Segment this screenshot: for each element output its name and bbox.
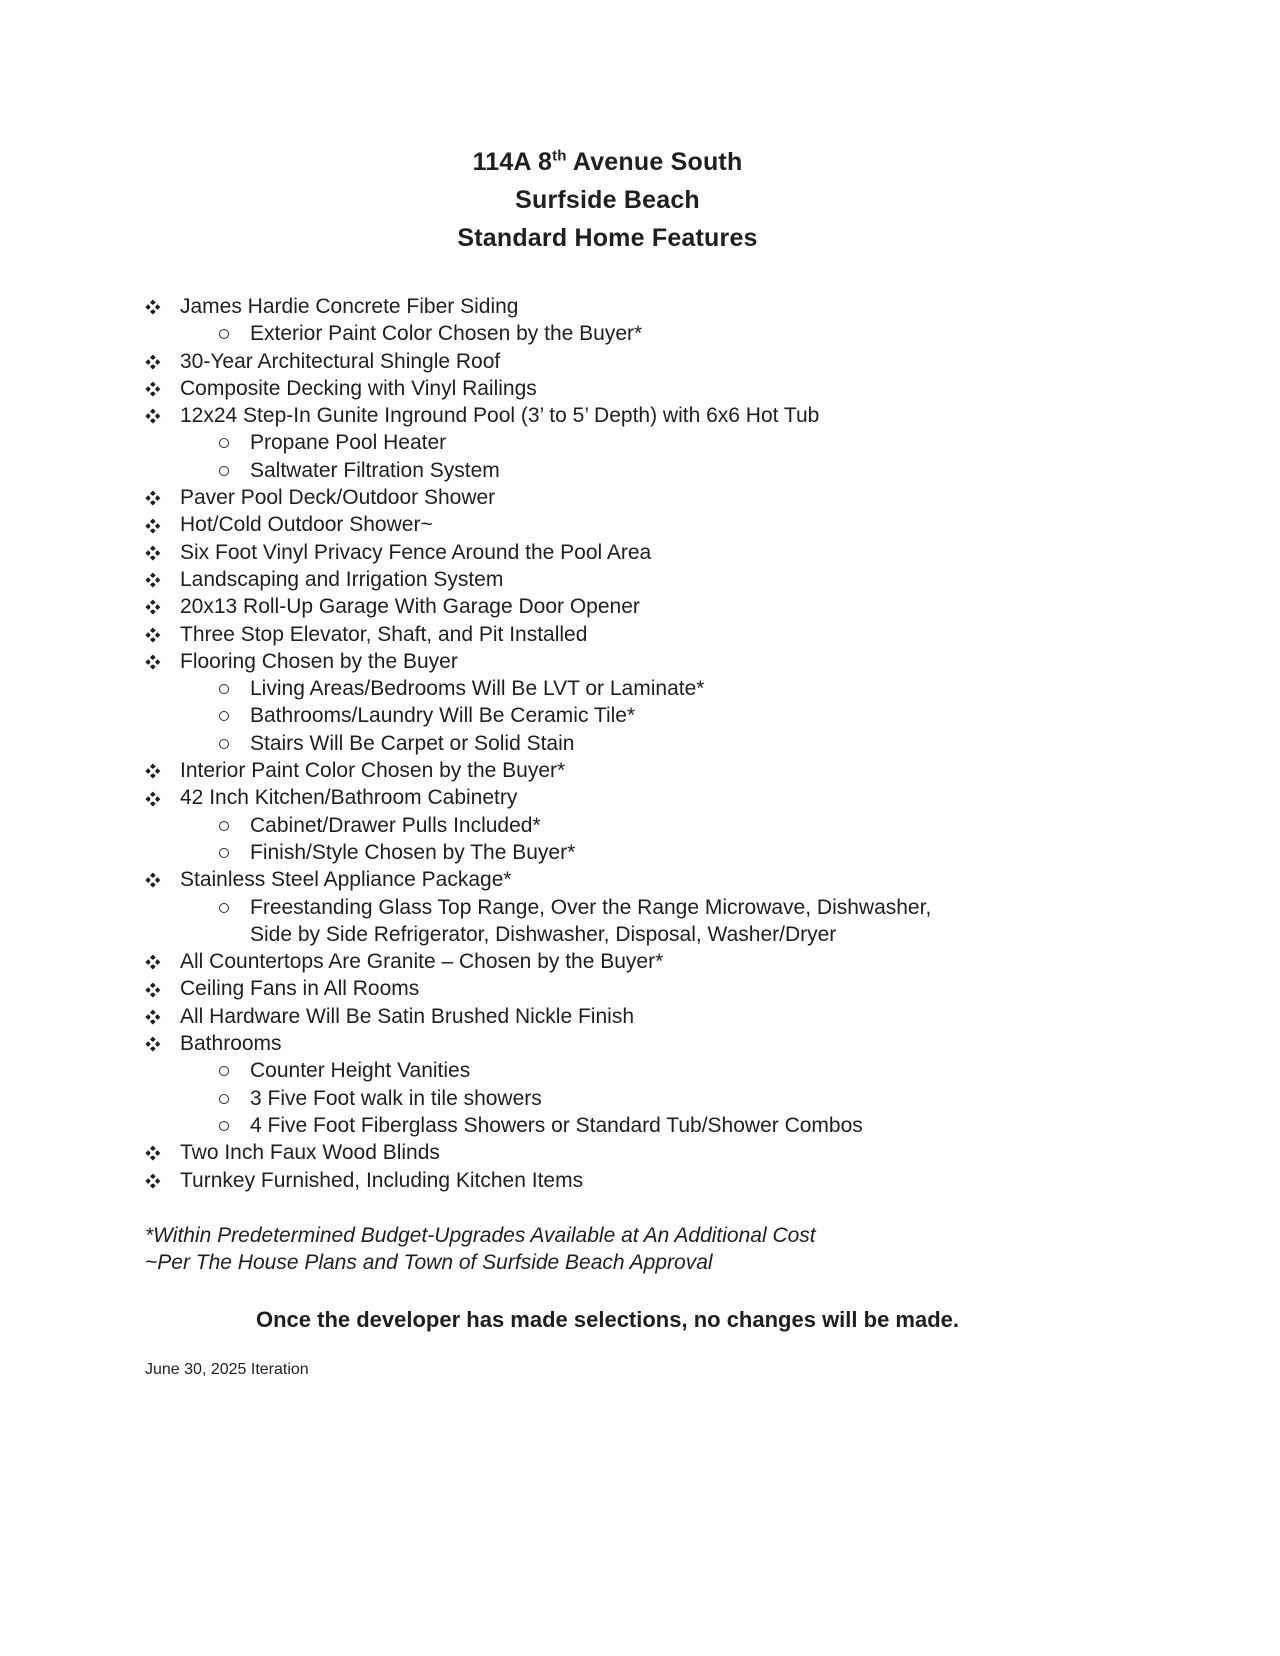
circle-bullet-icon <box>218 1057 250 1076</box>
feature-text-line: Hot/Cold Outdoor Shower~ <box>180 513 433 537</box>
circle-bullet-icon <box>218 1085 250 1104</box>
feature-subitem <box>145 730 1070 757</box>
feature-text <box>180 348 1070 375</box>
feature-text <box>250 457 1070 484</box>
diamond-glyph <box>146 955 160 969</box>
circle-glyph <box>219 684 229 694</box>
feature-text-line: Living Areas/Bedrooms Will Be LVT or Laminate* <box>250 677 705 701</box>
feature-item <box>145 621 1070 648</box>
circle-glyph <box>219 438 229 448</box>
feature-text-line: Saltwater Filtration System <box>250 458 500 482</box>
diamond-glyph <box>146 655 160 669</box>
feature-text <box>180 757 1070 784</box>
diamond-glyph <box>146 873 160 887</box>
feature-subitem <box>145 457 1070 484</box>
diamond-bullet-icon <box>145 593 180 614</box>
diamond-bullet-icon <box>145 566 180 587</box>
feature-text-line: Turnkey Furnished, Including Kitchen Items <box>180 1168 584 1192</box>
diamond-glyph <box>146 791 160 805</box>
circle-bullet-icon <box>218 429 250 448</box>
circle-glyph <box>219 821 229 831</box>
feature-subitem <box>145 1112 1070 1139</box>
feature-text <box>180 866 1070 893</box>
feature-subitem <box>145 1057 1070 1084</box>
feature-text <box>180 1030 1070 1057</box>
circle-glyph <box>219 1121 229 1131</box>
circle-glyph <box>219 466 229 476</box>
feature-text <box>250 1057 1070 1084</box>
circle-glyph <box>219 848 229 858</box>
feature-text <box>250 839 1070 866</box>
feature-text-line: Paver Pool Deck/Outdoor Shower <box>180 486 496 510</box>
feature-subitem <box>145 812 1070 839</box>
diamond-bullet-icon <box>145 1139 180 1160</box>
feature-item <box>145 511 1070 538</box>
circle-bullet-icon <box>218 1112 250 1131</box>
diamond-glyph <box>146 300 160 314</box>
feature-item <box>145 375 1070 402</box>
feature-text-line: James Hardie Concrete Fiber Siding <box>180 295 519 318</box>
feature-text-line: 30-Year Architectural Shingle Roof <box>180 349 501 373</box>
feature-text-line: Finish/Style Chosen by The Buyer* <box>250 840 576 864</box>
diamond-bullet-icon <box>145 975 180 996</box>
circle-bullet-icon <box>218 894 250 913</box>
diamond-bullet-icon <box>145 402 180 423</box>
feature-text-line: 20x13 Roll-Up Garage With Garage Door Opener <box>180 595 640 619</box>
diamond-bullet-icon <box>145 757 180 778</box>
feature-text-line: Freestanding Glass Top Range, Over the Range Microwave, Dishwasher, <box>250 895 932 919</box>
feature-text-line: 42 Inch Kitchen/Bathroom Cabinetry <box>180 786 518 810</box>
title-address-pre: 114A 8 <box>472 148 553 176</box>
title-subtitle-line: Standard Home Features <box>457 224 758 252</box>
footnotes <box>145 1222 1070 1277</box>
circle-bullet-icon <box>218 675 250 694</box>
feature-text <box>250 1085 1070 1112</box>
feature-text-line: Interior Paint Color Chosen by the Buyer* <box>180 759 566 783</box>
feature-subitem <box>145 675 1070 702</box>
circle-bullet-icon <box>218 730 250 749</box>
feature-text <box>250 320 1070 347</box>
diamond-glyph <box>146 628 160 642</box>
feature-text <box>180 784 1070 811</box>
feature-item <box>145 348 1070 375</box>
diamond-glyph <box>146 1010 160 1024</box>
diamond-bullet-icon <box>145 1003 180 1024</box>
diamond-bullet-icon <box>145 539 180 560</box>
feature-text <box>250 894 1070 949</box>
feature-text-line: Three Stop Elevator, Shaft, and Pit Installed <box>180 622 588 646</box>
feature-item <box>145 1167 1070 1194</box>
feature-text-line: Six Foot Vinyl Privacy Fence Around the Pool Area <box>180 540 652 564</box>
feature-subitem <box>145 320 1070 347</box>
diamond-bullet-icon <box>145 648 180 669</box>
feature-item <box>145 484 1070 511</box>
feature-text <box>180 975 1070 1002</box>
feature-text-line: All Hardware Will Be Satin Brushed Nickle Finish <box>180 1004 634 1028</box>
diamond-glyph <box>146 573 160 587</box>
feature-item <box>145 1003 1070 1030</box>
diamond-glyph <box>146 982 160 996</box>
feature-text <box>180 621 1070 648</box>
feature-item <box>145 1030 1070 1057</box>
feature-text <box>180 1003 1070 1030</box>
feature-item <box>145 293 1070 320</box>
diamond-glyph <box>146 546 160 560</box>
diamond-glyph <box>146 382 160 396</box>
feature-text <box>250 702 1070 729</box>
circle-glyph <box>219 739 229 749</box>
circle-bullet-icon <box>218 839 250 858</box>
circle-glyph <box>219 329 229 339</box>
feature-text <box>180 375 1070 402</box>
feature-text <box>250 730 1070 757</box>
title-address-superscript: th <box>552 147 567 165</box>
feature-text-line: Bathrooms <box>180 1032 282 1056</box>
diamond-glyph <box>146 355 160 369</box>
diamond-glyph <box>146 1037 160 1051</box>
feature-text-line: Bathrooms/Laundry Will Be Ceramic Tile* <box>250 704 636 728</box>
circle-glyph <box>219 903 229 913</box>
circle-glyph <box>219 1094 229 1104</box>
diamond-bullet-icon <box>145 866 180 887</box>
diamond-bullet-icon <box>145 348 180 369</box>
feature-item <box>145 402 1070 429</box>
feature-text <box>180 566 1070 593</box>
features-list <box>145 293 1070 1194</box>
feature-text <box>250 429 1070 456</box>
circle-bullet-icon <box>218 812 250 831</box>
feature-text-line: 4 Five Foot Fiberglass Showers or Standard Tub/Shower Combos <box>250 1113 863 1137</box>
feature-text-line: Counter Height Vanities <box>250 1059 471 1083</box>
feature-item <box>145 948 1070 975</box>
feature-text <box>250 812 1070 839</box>
circle-glyph <box>219 1066 229 1076</box>
feature-item <box>145 975 1070 1002</box>
diamond-glyph <box>146 600 160 614</box>
diamond-bullet-icon <box>145 1030 180 1051</box>
feature-subitem <box>145 894 1070 949</box>
diamond-glyph <box>146 1174 160 1188</box>
feature-item <box>145 866 1070 893</box>
feature-item <box>145 784 1070 811</box>
feature-subitem <box>145 1085 1070 1112</box>
title-address-post: Avenue South <box>566 148 743 176</box>
feature-item <box>145 648 1070 675</box>
footnote-approval: ~Per The House Plans and Town of Surfside Beach Approval <box>145 1251 713 1275</box>
diamond-bullet-icon <box>145 621 180 642</box>
feature-text-line: Exterior Paint Color Chosen by the Buyer* <box>250 322 643 346</box>
feature-text-line: 3 Five Foot walk in tile showers <box>250 1086 542 1110</box>
diamond-glyph <box>146 1146 160 1160</box>
diamond-glyph <box>146 409 160 423</box>
feature-text-line: Stairs Will Be Carpet or Solid Stain <box>250 731 575 755</box>
feature-text <box>180 511 1070 538</box>
feature-text-line: Cabinet/Drawer Pulls Included* <box>250 813 541 837</box>
feature-text-line: Landscaping and Irrigation System <box>180 567 504 591</box>
diamond-bullet-icon <box>145 484 180 505</box>
feature-text-line: Flooring Chosen by the Buyer <box>180 649 458 673</box>
diamond-bullet-icon <box>145 784 180 805</box>
document-title <box>145 143 1070 257</box>
feature-subitem <box>145 702 1070 729</box>
feature-text <box>180 948 1070 975</box>
circle-bullet-icon <box>218 320 250 339</box>
diamond-bullet-icon <box>145 948 180 969</box>
feature-text-line: Composite Decking with Vinyl Railings <box>180 376 537 400</box>
feature-item <box>145 593 1070 620</box>
feature-item <box>145 566 1070 593</box>
feature-text <box>180 539 1070 566</box>
feature-text <box>250 1112 1070 1139</box>
feature-text <box>180 1167 1070 1194</box>
diamond-glyph <box>146 491 160 505</box>
circle-bullet-icon <box>218 702 250 721</box>
circle-glyph <box>219 711 229 721</box>
feature-text-line: 12x24 Step-In Gunite Inground Pool (3’ to 5’ Depth) with 6x6 Hot Tub <box>180 404 820 428</box>
diamond-glyph <box>146 764 160 778</box>
feature-text <box>180 648 1070 675</box>
feature-subitem <box>145 429 1070 456</box>
diamond-bullet-icon <box>145 293 180 314</box>
feature-text <box>180 593 1070 620</box>
feature-item <box>145 757 1070 784</box>
feature-item <box>145 1139 1070 1166</box>
feature-text <box>180 484 1070 511</box>
title-address-line <box>145 143 1070 181</box>
closing-statement: Once the developer has made selections, no changes will be made. <box>255 1307 959 1333</box>
diamond-glyph <box>146 518 160 532</box>
diamond-bullet-icon <box>145 511 180 532</box>
footnote-upgrades: *Within Predetermined Budget-Upgrades Available at An Additional Cost <box>145 1223 816 1247</box>
feature-text-line: Propane Pool Heater <box>250 431 447 455</box>
feature-text-line: Stainless Steel Appliance Package* <box>180 868 512 892</box>
diamond-bullet-icon <box>145 375 180 396</box>
feature-text <box>180 402 1070 429</box>
feature-text-line: Ceiling Fans in All Rooms <box>180 977 420 1001</box>
circle-bullet-icon <box>218 457 250 476</box>
feature-item <box>145 539 1070 566</box>
feature-text-line: Two Inch Faux Wood Blinds <box>180 1141 440 1165</box>
feature-subitem <box>145 839 1070 866</box>
feature-text-continuation: Side by Side Refrigerator, Dishwasher, Disposal, Washer/Dryer <box>250 922 837 946</box>
feature-text <box>180 293 1070 320</box>
title-city-line: Surfside Beach <box>515 186 700 214</box>
diamond-bullet-icon <box>145 1167 180 1188</box>
date-iteration-line: June 30, 2025 Iteration <box>145 1361 309 1379</box>
feature-text-line: All Countertops Are Granite – Chosen by the Buyer* <box>180 950 664 974</box>
feature-text <box>250 675 1070 702</box>
feature-text <box>180 1139 1070 1166</box>
